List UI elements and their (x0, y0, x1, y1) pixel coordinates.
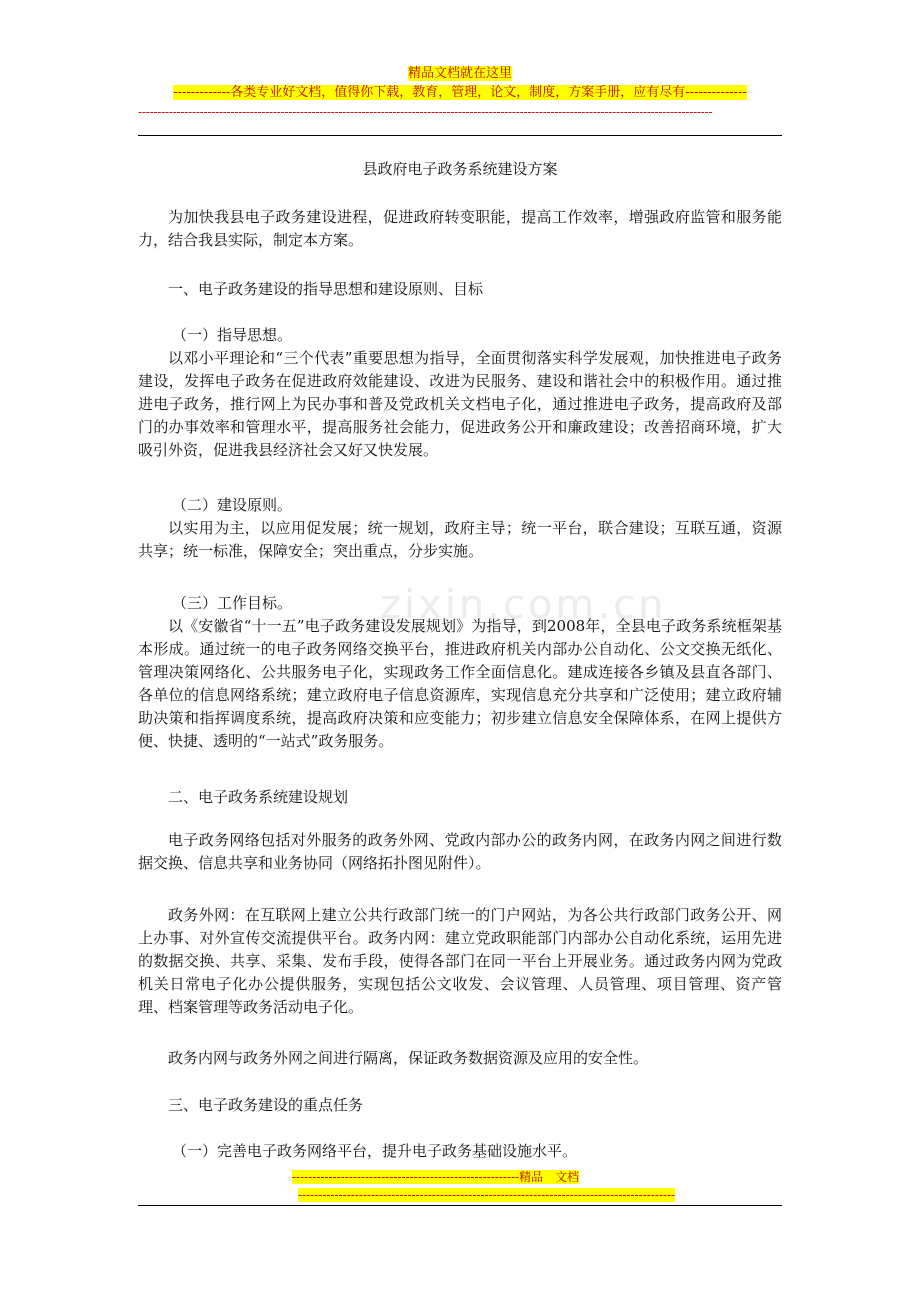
header-rule (138, 135, 782, 136)
section1-heading: 一、电子政务建设的指导思想和建设原则、目标 (168, 280, 484, 298)
section3-heading: 三、电子政务建设的重点任务 (168, 1096, 364, 1114)
footer-text-2: --------------------------------------------------------------------------------------------- (298, 1188, 676, 1202)
section2-paragraph-3: 政务内网与政务外网之间进行隔离，保证政务数据资源及应用的安全性。 (168, 1049, 649, 1067)
footer-line-2 (298, 1187, 676, 1203)
header-title-text: 精品文档就在这里 (407, 66, 512, 81)
section2-paragraph-1: 电子政务网络包括对外服务的政务外网、党政内部办公的政务内网，在政务内网之间进行数据交换、信息共享和业务协同（网络拓扑图见附件）。 (138, 831, 782, 872)
header-banner-title (0, 66, 920, 82)
header-banner-slogan (0, 85, 920, 101)
header-slogan-text: -------------各类专业好文档，值得你下载，教育，管理，论文，制度，方案手册，应有尽有-------------- (173, 85, 747, 100)
section2-heading: 二、电子政务系统建设规划 (168, 788, 349, 806)
section1-3-heading: （三）工作目标。 (172, 594, 293, 612)
section3-1-heading: （一）完善电子政务网络平台，提升电子政务基础设施水平。 (172, 1142, 578, 1160)
section1-1-heading: （一）指导思想。 (172, 326, 293, 344)
section1-2-heading: （二）建设原则。 (172, 496, 293, 514)
section1-3-body: 以《安徽省“十一五”电子政务建设发展规划》为指导，到2008年，全县电子政务系统框架基本形成。通过统一的电子政务网络交换平台，推进政府机关内部办公自动化、公文交换无纸化、管理决策网络化、公共服务电子化，实现政务工作全面信息化。建成连接各乡镇及县直各部门、各单位的信息网络系统；建立政府电子信息资源库，实现信息充分共享和广泛使用；建立政府辅助决策和指挥调度系统，提高政府决策和应变能力；初步建立信息安全保障体系，在网上提供方便、快捷、透明的“一站式”政务服务。 (138, 617, 782, 750)
section1-2-body: 以实用为主，以应用促发展；统一规划，政府主导；统一平台，联合建设；互联互通，资源共享；统一标准，保障安全；突出重点，分步实施。 (138, 519, 782, 560)
section2-paragraph-2: 政务外网：在互联网上建立公共行政部门统一的门户网站，为各公共行政部门政务公开、网上办事、对外宣传交流提供平台。政务内网：建立党政职能部门内部办公自动化系统，运用先进的数据交换、共享、采集、发布手段，使得各部门在同一平台上开展业务。通过政务内网为党政机关日常电子化办公提供服务，实现包括公文收发、会议管理、人员管理、项目管理、资产管理、档案管理等政务活动电子化。 (138, 906, 782, 1016)
footer-line-1 (292, 1169, 628, 1185)
header-dash-line: ----------------------------------------------------------------------------------------------------------------------------------------------------- (138, 105, 713, 119)
document-title: 县政府电子政务系统建设方案 (362, 160, 558, 178)
footer-text-1: --------------------------------------------------------精品 文档 (292, 1170, 580, 1184)
footer-rule (138, 1205, 782, 1206)
intro-paragraph: 为加快我县电子政务建设进程，促进政府转变职能，提高工作效率，增强政府监管和服务能力，结合我县实际，制定本方案。 (138, 208, 782, 249)
section1-1-body: 以邓小平理论和“三个代表”重要思想为指导，全面贯彻落实科学发展观，加快推进电子政务建设，发挥电子政务在促进政府效能建设、改进为民服务、建设和谐社会中的积极作用。通过推进电子政务，推行网上为民办事和普及党政机关文档电子化，通过推进电子政务，提高政府及部门的办事效率和管理水平，提高服务社会能力，促进政务公开和廉政建设；改善招商环境，扩大吸引外资，促进我县经济社会又好又快发展。 (138, 349, 782, 459)
watermark: zixin.com.cn (380, 582, 667, 628)
